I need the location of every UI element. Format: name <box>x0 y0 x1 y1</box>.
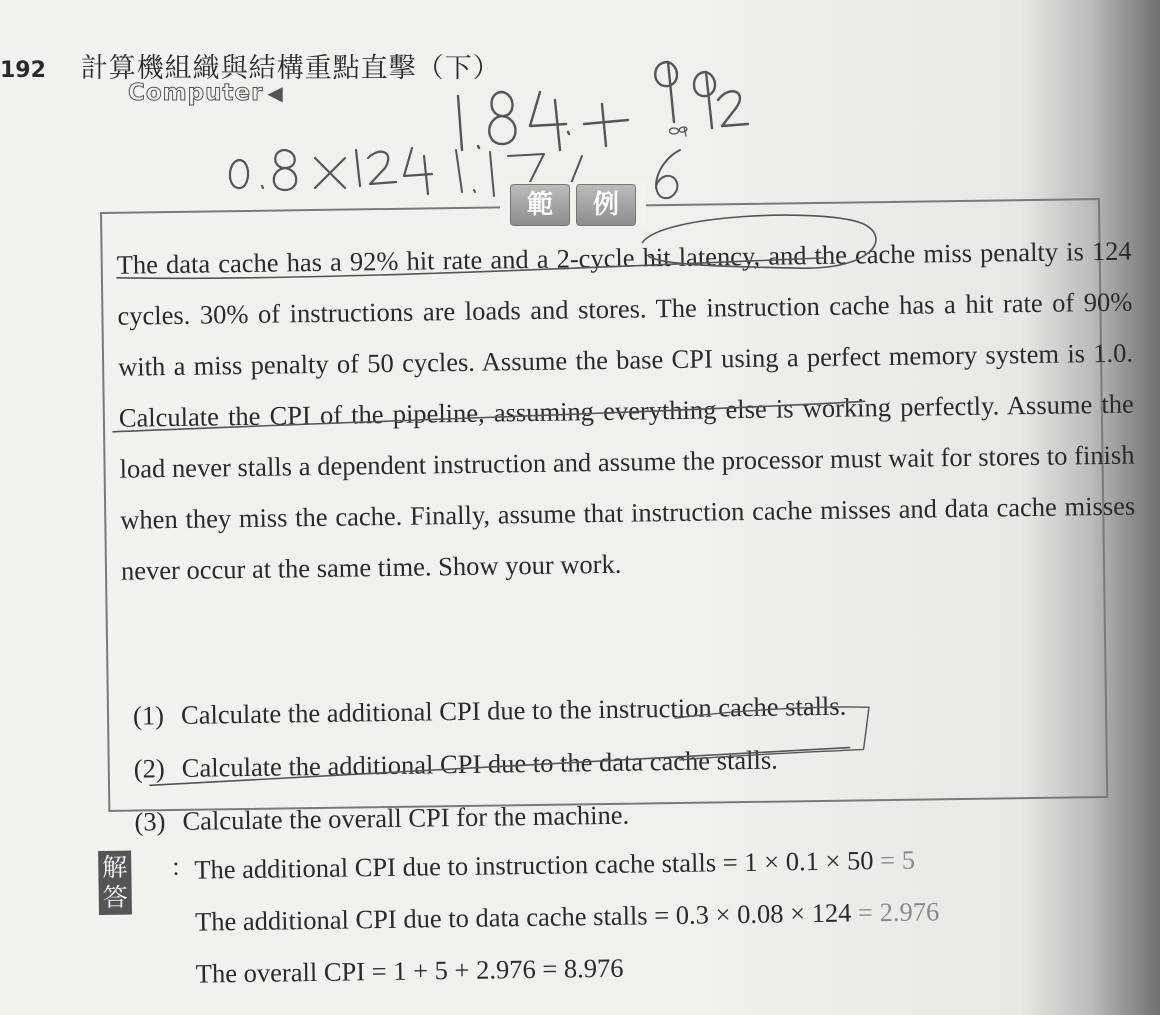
pen-annotations <box>102 200 1110 814</box>
handwritten-note-009 <box>670 127 687 136</box>
answer-lines <box>194 833 940 999</box>
pen-circle <box>642 214 876 271</box>
computer-logo <box>128 80 284 106</box>
answer-line-result: = 5 <box>879 844 916 876</box>
question-number: (1) <box>132 700 165 731</box>
arrow-left-icon: ◀ <box>267 81 284 105</box>
answer-line-result: = 2.976 <box>857 896 940 928</box>
pen-underline <box>117 258 825 280</box>
question-number: (3) <box>134 806 166 837</box>
example-tag <box>500 182 646 228</box>
question-text: Calculate the additional CPI due to the instruction cache stalls. <box>180 690 847 730</box>
problem-statement: The data cache has a 92% hit rate and a 2-cycle hit latency, and the cache miss penalty is 124 cycles. 30% of instructions are loads and stores. The instruction cache has a hit rate of 90% with a miss penalty of 50 cycles. Assume the base CPI using a perfect memory system is 1.0. Calculate the CPI of the pipeline, assuming everything else is working perfectly. Assume the load never stalls a dependent instruction and assume the processor must wait for stores to finish when they miss the cache. Finally, assume that instruction cache misses and data cache misses never occur at the same time. Show your work. <box>116 235 1136 586</box>
answer-colon: ： <box>170 853 195 882</box>
answer-line-text: The overall CPI = 1 + 5 + 2.976 = 8.976 <box>195 952 624 989</box>
answer-line <box>195 885 940 947</box>
example-tag-char: 例 <box>576 184 636 226</box>
question-text: Calculate the additional CPI due to the data cache stalls. <box>181 744 778 783</box>
example-tag-char: 範 <box>510 184 570 226</box>
example-problem-box <box>100 198 1136 837</box>
handwritten-note-0-08x124 <box>230 148 432 194</box>
answer-line-text: The additional CPI due to data cache stalls = 0.3 × 0.08 × 124 <box>194 897 859 937</box>
answer-line <box>195 937 940 999</box>
answer-badge: 解答 <box>98 851 132 915</box>
page-number: 192 <box>0 58 46 83</box>
answer-line-text: The additional CPI due to instruction cache stalls = 1 × 0.1 × 50 <box>194 845 881 885</box>
question-number: (2) <box>133 753 165 784</box>
pen-underline <box>150 748 850 786</box>
logo-text: Computer <box>128 80 264 106</box>
handwritten-note-sum <box>458 62 748 150</box>
pen-underline <box>113 401 865 431</box>
book-title: 計算機組織與結構重點直擊（下） <box>80 53 501 84</box>
question-text: Calculate the overall CPI for the machine. <box>182 799 630 836</box>
